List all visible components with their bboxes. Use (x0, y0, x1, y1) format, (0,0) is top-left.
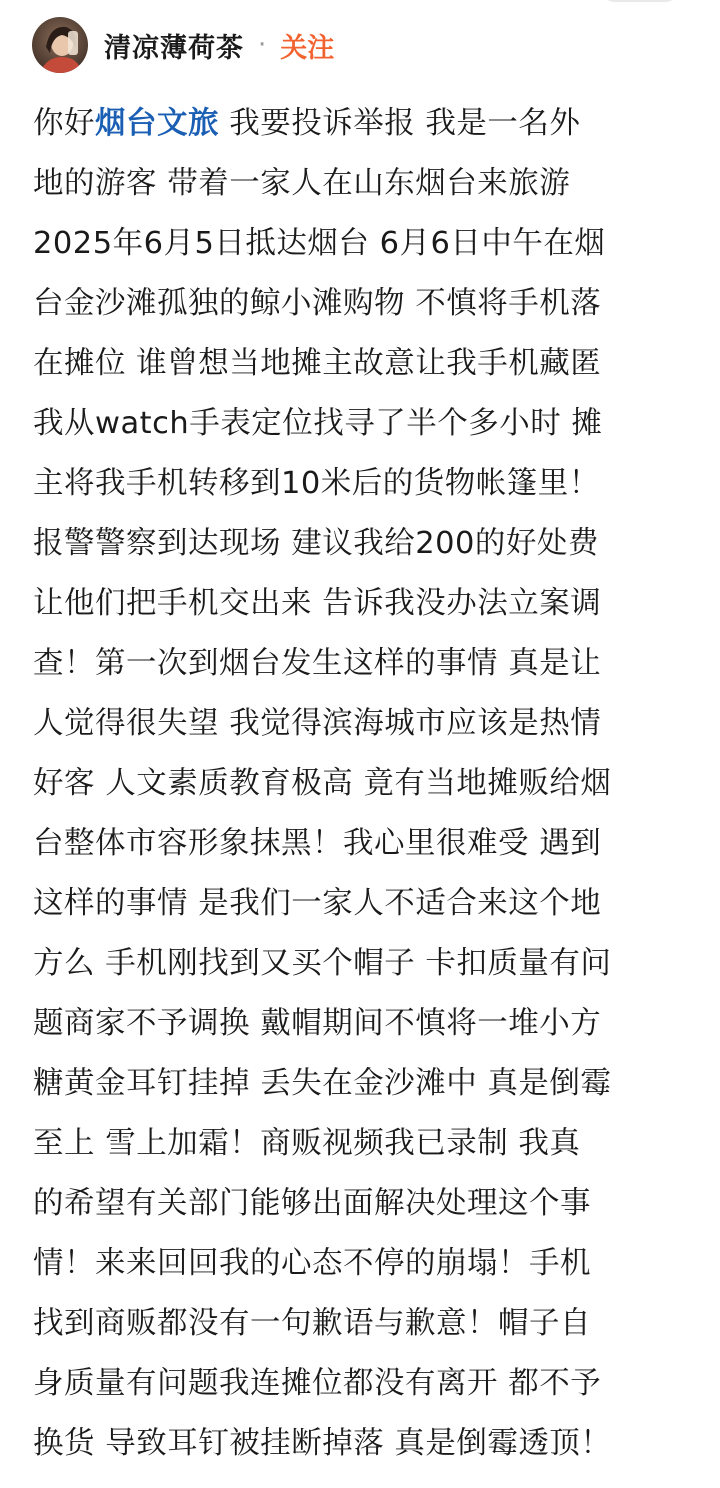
post-line: 主将我手机转移到10米后的货物帐篷里！ (33, 466, 600, 501)
post-line: 的希望有关部门能够出面解决处理这个事 (33, 1186, 591, 1221)
post-line: 题商家不予调换 戴帽期间不慎将一堆小方 (33, 1006, 602, 1041)
avatar[interactable] (32, 17, 88, 73)
post-line: 在摊位 谁曾想当地摊主故意让我手机藏匿 (33, 346, 602, 381)
follow-button[interactable]: 关注 (280, 32, 335, 64)
post-line: 方么 手机刚找到又买个帽子 卡扣质量有问 (33, 946, 612, 981)
post-line: 2025年6月5日抵达烟台 6月6日中午在烟 (33, 226, 606, 261)
post-line: 身质量有问题我连摊位都没有离开 都不予 (33, 1366, 602, 1401)
mention-link[interactable]: 烟台文旅 (95, 106, 219, 141)
top-button-remnant (600, 0, 680, 2)
post-line: 这样的事情 是我们一家人不适合来这个地 (33, 886, 602, 921)
post-line: 我从watch手表定位找寻了半个多小时 摊 (33, 406, 603, 441)
post-line: 找到商贩都没有一句歉语与歉意！帽子自 (33, 1306, 591, 1341)
post-line: 情！来来回回我的心态不停的崩塌！手机 (33, 1246, 591, 1281)
post-line: 让他们把手机交出来 告诉我没办法立案调 (33, 586, 602, 621)
user-avatar-icon (32, 17, 88, 73)
post-line: 人觉得很失望 我觉得滨海城市应该是热情 (33, 706, 602, 741)
post-line: 台金沙滩孤独的鲸小滩购物 不慎将手机落 (33, 286, 602, 321)
post-text: 我要投诉举报 我是一名外 (219, 106, 581, 141)
post-line: 换货 导致耳钉被挂断掉落 真是倒霉透顶！ (33, 1426, 612, 1461)
post-line: 地的游客 带着一家人在山东烟台来旅游 (33, 166, 571, 201)
post-line: 台整体市容形象抹黑！我心里很难受 遇到 (33, 826, 602, 861)
post-text: 你好 (33, 106, 95, 141)
post-line: 好客 人文素质教育极高 竟有当地摊贩给烟 (33, 766, 612, 801)
post-line: 糖黄金耳钉挂掉 丢失在金沙滩中 真是倒霉 (33, 1066, 612, 1101)
post-header (32, 17, 334, 73)
post-line: 报警警察到达现场 建议我给200的好处费 (33, 526, 599, 561)
post-line: 查！第一次到烟台发生这样的事情 真是让 (33, 646, 602, 681)
username[interactable]: 清凉薄荷茶 (104, 32, 244, 64)
post-body (33, 94, 683, 1474)
separator-dot: · (258, 30, 267, 60)
post-line: 至上 雪上加霜！商贩视频我已录制 我真 (33, 1126, 581, 1161)
post-line (33, 94, 683, 154)
